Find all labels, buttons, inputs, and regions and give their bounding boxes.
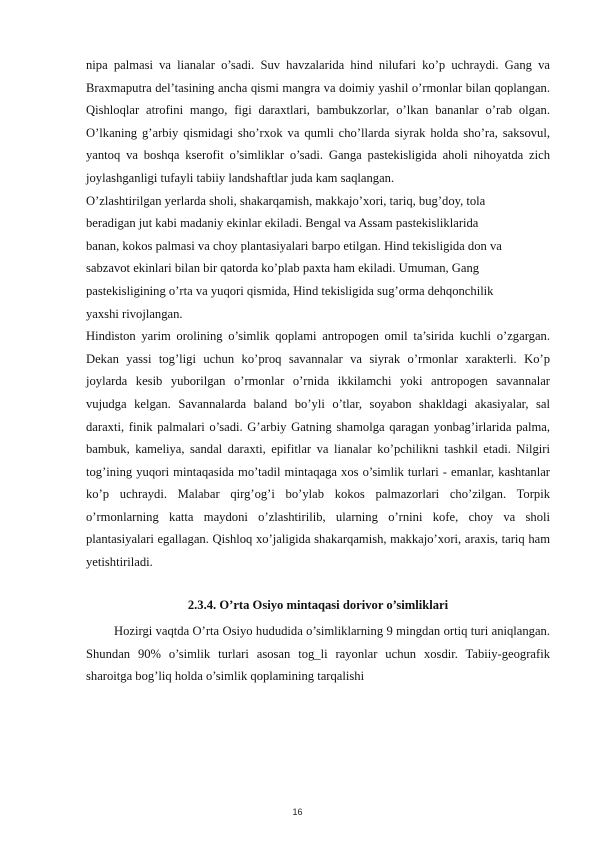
text-line: O’zlashtirilgan yerlarda sholi, shakarqamish, makkajo’xori, tariq, bug’doy, tola [86,193,486,208]
paragraph-india-peninsula: Hindiston yarim orolining o’simlik qoplami antropogen omil ta’sirida kuchli o’zgargan. Dekan yassi tog’ligi uchun ko’proq savannalar va siyrak o’rmonlar xarakterli. Ko’p joylarda kesib yuborilgan o’rmonlar o’rnida ikkilamchi yoki antropogen savannalar vujudga kelgan. Savannalarda baland bo’yli o’tlar, soyabon shakldagi akasiyalar, sal daraxti, finik palmalari o’sadi. G’arbiy Gatning shamolga qaragan yonbag’irlarida palma, bambuk, kameliya, sandal daraxti, epifitlar va lianalar ko’pchilikni tashkil etadi. Nilgiri tog’ining yuqori mintaqasida mo’tadil mintaqaga xos o’simlik turlari - emanlar, kashtanlar ko’p uchraydi. Malabar qirg’og’i bo’ylab kokos palmazorlari cho’zilgan. Torpik o’rmonlarning katta maydoni o’zlashtirilib, ularning o’rnini kofe, choy va sholi plantasiyalari egallagan. Qishloq xo’jaligida shakarqamish, makkajo’xori, araxis, tariq ham yetishtiriladi. [86,329,550,570]
paragraph-vegetation-ganges: nipa palmasi va lianalar o’sadi. Suv havzalarida hind nilufari ko’p uchraydi. Gang va Braxmaputra del’tasining ancha qismi mangra va doimiy yashil o’rmonlar bilan qoplangan. Qishloqlar atrofini mango, figi daraxtlari, bambukzorlar, o’lkan bananlar o’rab olgan. O’lkaning g’arbiy qismidagi sho’rxok va qumli cho’llarda siyrak holda sho’ra, saksovul, yantoq va boshqa kserofit o’simliklar o’sadi. Ganga pastekisligida aholi nihoyatda zich joylashganligi tufayli tabiiy landshaftlar juda kam saqlangan. [86,58,550,185]
text-line: yaxshi rivojlangan. [86,306,183,321]
paragraph-cultivated-crops [86,190,550,326]
text-line: sabzavot ekinlari bilan bir qatorda ko’plab paxta ham ekiladi. Umuman, Gang [86,261,480,276]
text-line: pastekisligining o’rta va yuqori qismida, Hind tekisligida sug’orma dehqonchilik [86,283,494,298]
section-heading: 2.3.4. O’rta Osiyo mintaqasi dorivor o’simliklari [187,597,449,612]
text-line: beradigan jut kabi madaniy ekinlar ekiladi. Bengal va Assam pastekisliklarida [86,216,479,231]
text-line: banan, kokos palmasi va choy plantasiyalari barpo etilgan. Hind tekisligida don va [86,238,502,253]
page-number: 16 [292,807,303,817]
page-content [86,54,550,688]
paragraph-central-asia: Hozirgi vaqtda O’rta Osiyo hududida o’simliklarning 9 mingdan ortiq turi aniqlangan. Shundan 90% o’simlik turlari asosan tog_li rayonlar uchun xosdir. Tabiiy-geografik sharoitga bog’liq holda o’simlik qoplamining tarqalishi [86,624,550,684]
